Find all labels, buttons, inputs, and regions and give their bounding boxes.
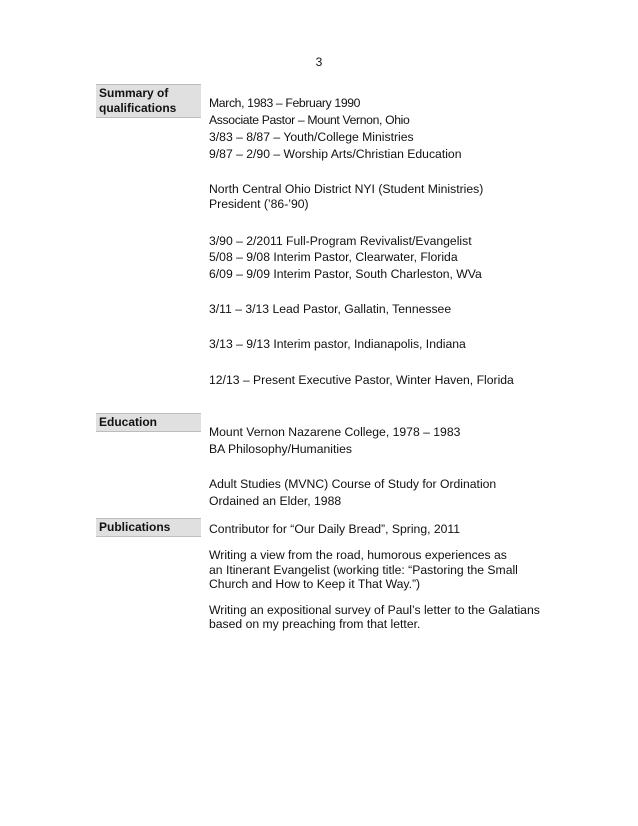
publications-line: based on my preaching from that letter. — [209, 617, 421, 631]
publications-line: Contributor for “Our Daily Bread”, Spring, 2011 — [209, 522, 461, 536]
summary-line: 3/83 – 8/87 – Youth/College Ministries — [209, 130, 414, 144]
summary-line: 3/13 – 9/13 Interim pastor, Indianapolis, Indiana — [209, 337, 466, 351]
summary-line: March, 1983 – February 1990 — [209, 96, 361, 110]
summary-line: 3/11 – 3/13 Lead Pastor, Gallatin, Tennessee — [209, 302, 452, 316]
summary-line: 12/13 – Present Executive Pastor, Winter Haven, Florida — [209, 373, 514, 387]
publications-line: an Itinerant Evangelist (working title: “Pastoring the Small — [209, 563, 518, 577]
publications-line: Writing an expositional survey of Paul’s letter to the Galatians — [209, 603, 540, 617]
summary-line: 9/87 – 2/90 – Worship Arts/Christian Education — [209, 147, 462, 161]
summary-line: 5/08 – 9/08 Interim Pastor, Clearwater, Florida — [209, 250, 458, 264]
summary-line: North Central Ohio District NYI (Student Ministries) — [209, 182, 484, 196]
education-line: Adult Studies (MVNC) Course of Study for Ordination — [209, 477, 497, 491]
summary-line: President (’86-’90) — [209, 197, 309, 211]
summary-label — [96, 84, 201, 118]
page-number: 3 — [315, 55, 323, 69]
publications-label: Publications — [96, 518, 201, 537]
summary-label-line1: Summary of — [99, 86, 169, 100]
publications-line: Church and How to Keep it That Way.”) — [209, 577, 421, 591]
publications-line: Writing a view from the road, humorous experiences as — [209, 548, 507, 562]
summary-line: 3/90 – 2/2011 Full-Program Revivalist/Evangelist — [209, 234, 472, 248]
education-line: BA Philosophy/Humanities — [209, 442, 352, 456]
education-line: Ordained an Elder, 1988 — [209, 494, 342, 508]
summary-line: Associate Pastor – Mount Vernon, Ohio — [209, 113, 410, 127]
education-line: Mount Vernon Nazarene College, 1978 – 1983 — [209, 425, 461, 439]
education-label: Education — [96, 413, 201, 432]
summary-label-line2: qualifications — [99, 101, 177, 115]
summary-line: 6/09 – 9/09 Interim Pastor, South Charleston, WVa — [209, 267, 482, 281]
